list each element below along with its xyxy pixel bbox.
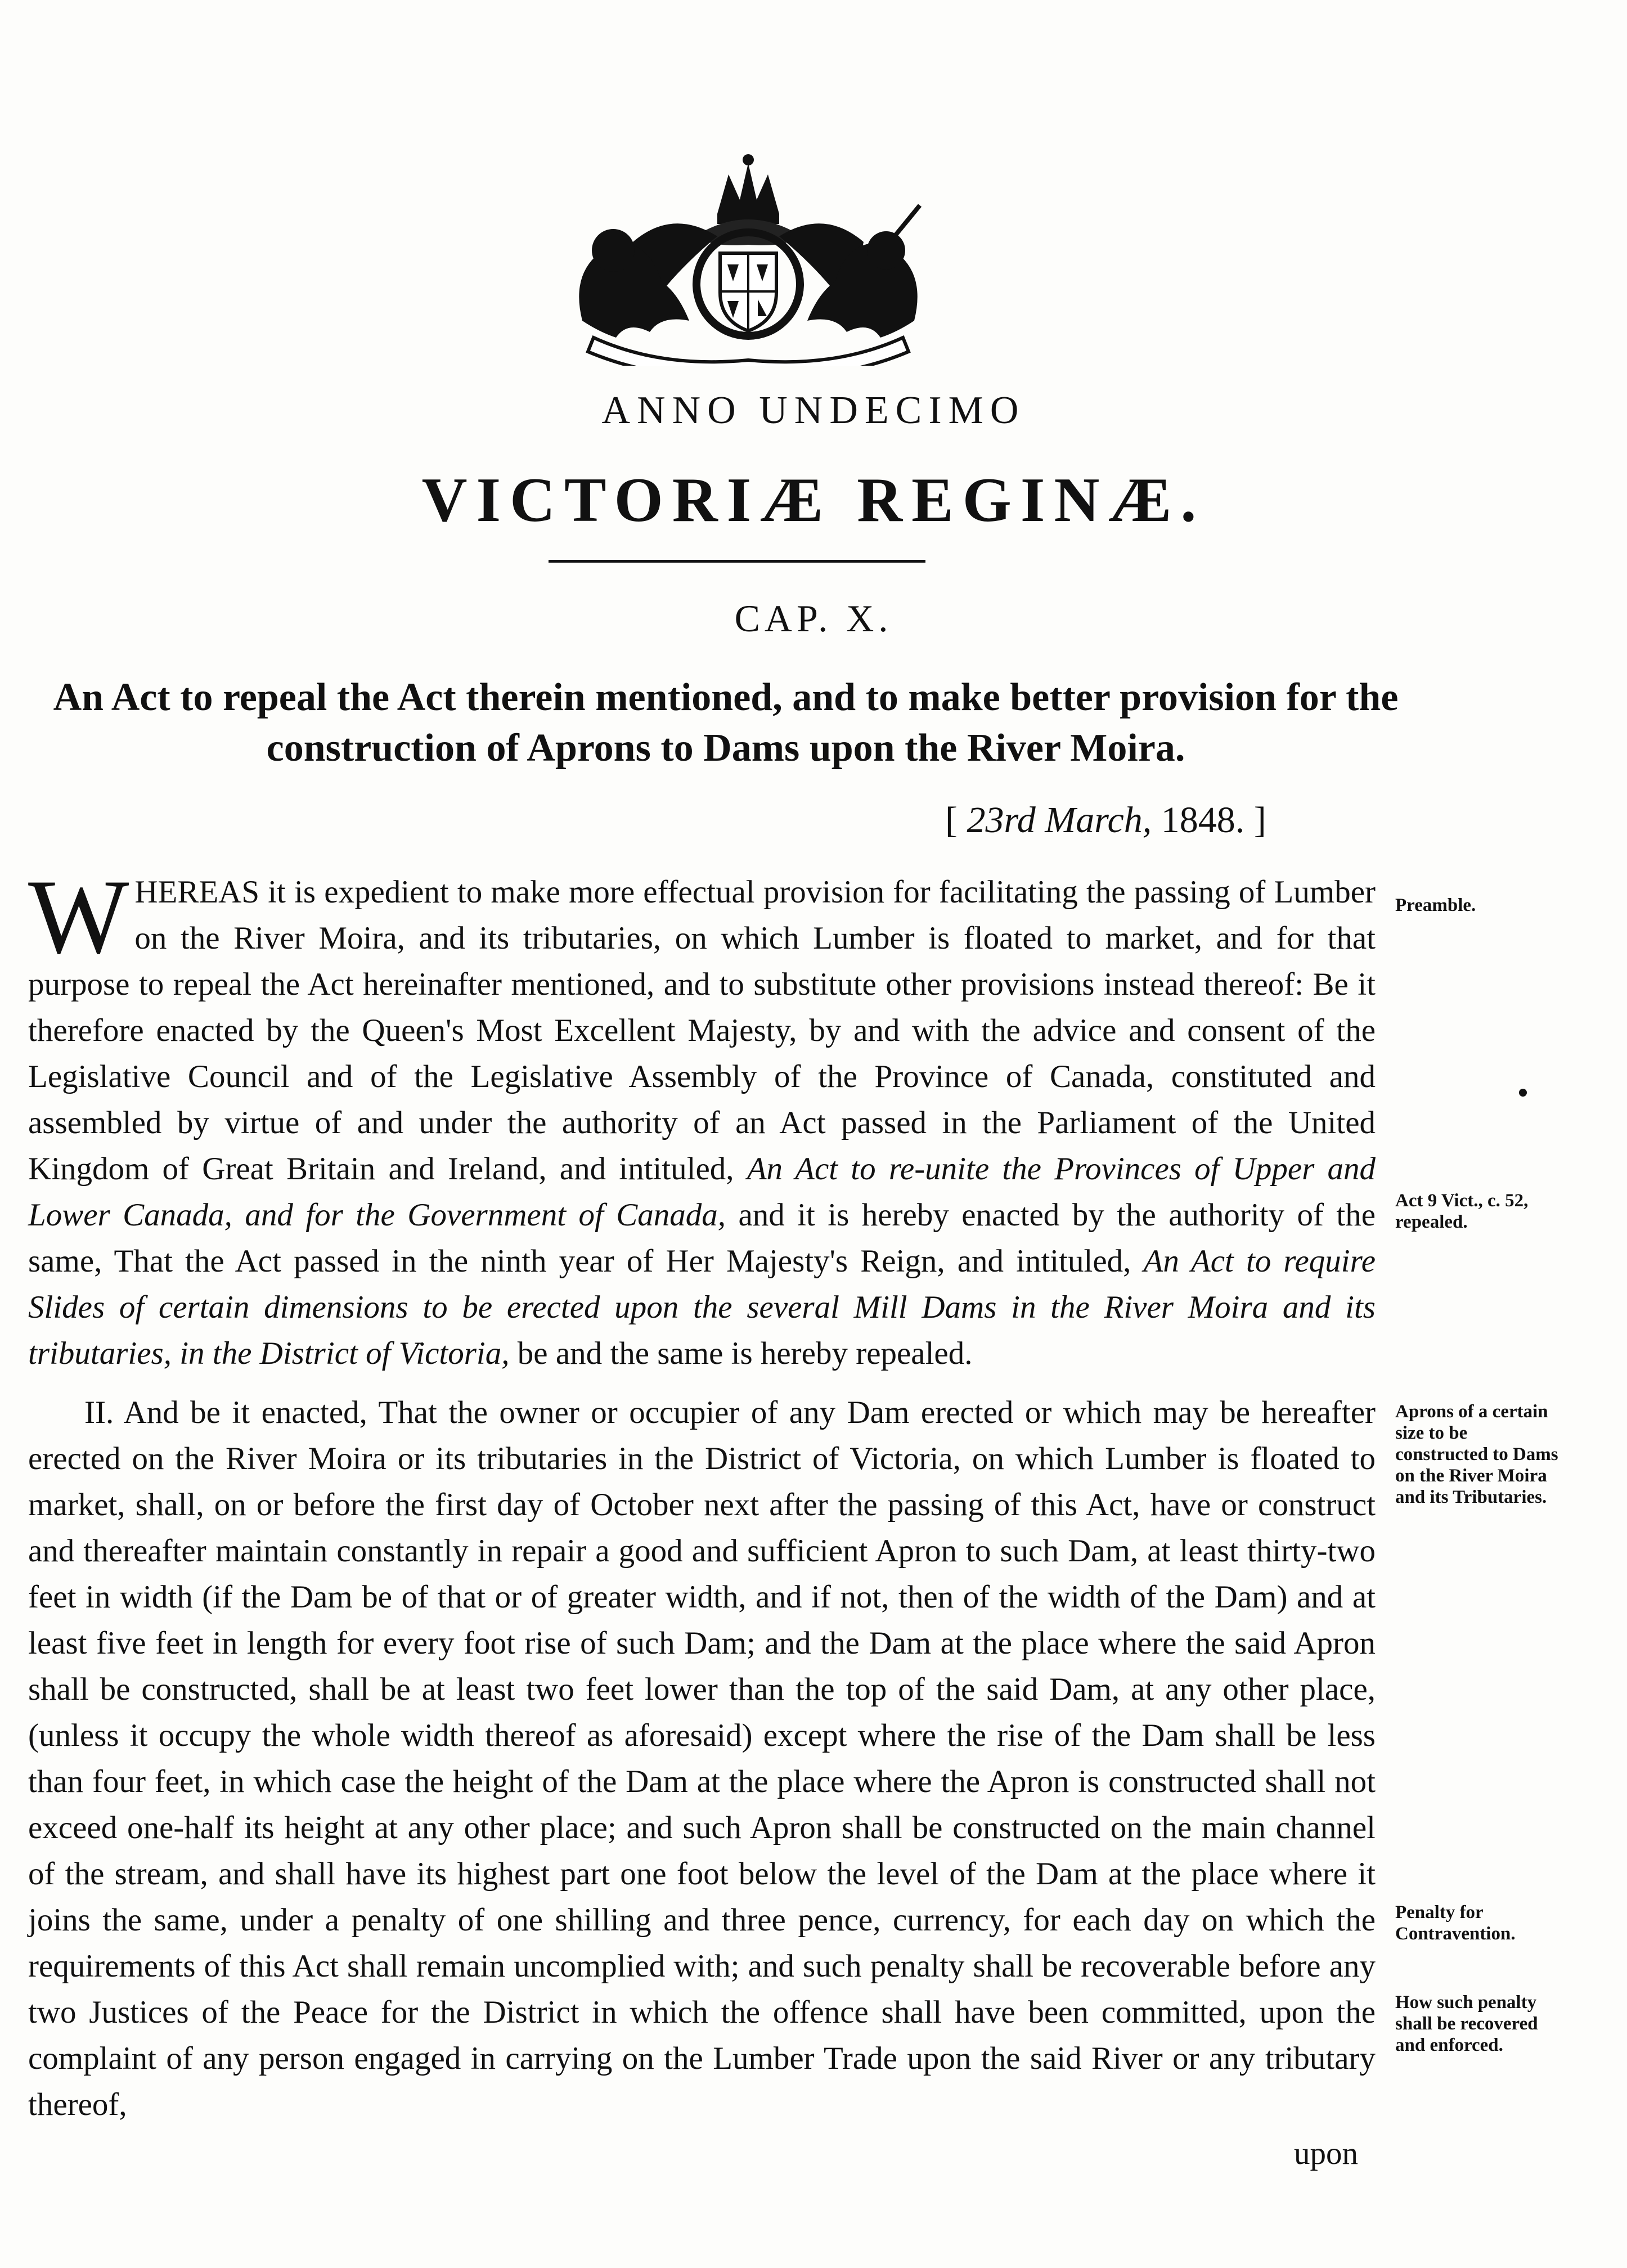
assent-date: [ 23rd March, 1848. ]	[945, 800, 1266, 841]
regnal-year: ANNO UNDECIMO	[601, 389, 1026, 432]
margin-note-aprons: Aprons of a certain size to be constructed to Dams on the River Moira and its Tributaries.	[1395, 1402, 1558, 1507]
margin-note-penalty: Penalty for Contravention.	[1395, 1902, 1516, 1944]
royal-coat-of-arms	[549, 152, 948, 366]
act-title: An Act to repeal the Act therein mentioned, and to make better provision for the construction of Aprons to Dams upon the River Moira.	[53, 676, 1399, 770]
margin-note-recovery: How such penalty shall be recovered and enforced.	[1395, 1992, 1538, 2055]
crown-icon	[717, 154, 779, 224]
margin-note-act-repealed: Act 9 Vict., c. 52, repealed.	[1395, 1191, 1529, 1232]
margin-note-preamble: Preamble.	[1395, 895, 1476, 915]
divider-rule	[549, 560, 925, 563]
preamble-paragraph: WHEREAS it is expedient to make more effectual provision for facilitating the passing of Lumber on the River Moira, and its tributaries, on which Lumber is floated to market, and for that purpose to repeal the Act hereinafter mentioned, and to substitute other provisions instead thereof: Be it therefore enacted by the Queen's Most Excellent Majesty, by and with the advice and consent of the Legislative Council and of the Legislative Assembly of the Province of Canada, constituted and assembled by virtue of and under the authority of an Act passed in the Parliament of the United Kingdom of Great Britain and Ireland, and intituled, An Act to re-unite the Provinces of Upper and Lower Canada, and for the Government of Canada, and it is hereby enacted by the authority of the same, That the Act passed in the ninth year of Her Majesty's Reign, and intituled, An Act to require Slides of certain dimensions to be erected upon the several Mill Dams in the River Moira and its tributaries, in the District of Victoria, be and the same is hereby repealed.	[28, 858, 1376, 1371]
catchword: upon	[1294, 2136, 1358, 2171]
drop-cap: W	[28, 858, 129, 976]
reign-title: VICTORIÆ REGINÆ.	[421, 465, 1206, 535]
section-2-paragraph: II. And be it enacted, That the owner or occupier of any Dam erected or which may be hereafter erected on the River Moira or its tributaries in the District of Victoria, on which Lumber is floated to market, shall, on or before the first day of October next after the passing of this Act, have or construct and thereafter maintain constantly in repair a good and sufficient Apron to such Dam, at least thirty-two feet in width (if the Dam be of that or of greater width, and if not, then of the width of the Dam) and at least five feet in length for every foot rise of such Dam; and the Dam at the place where the said Apron shall be constructed, shall be at least two feet lower than the top of the said Dam, at any other place, (unless it occupy the whole width thereof as aforesaid) except where the rise of the Dam shall be less than four feet, in which case the height of the Dam at the place where the Apron is constructed shall not exceed one-half its height at any other place; and such Apron shall be constructed on the main channel of the stream, and shall have its highest part one foot below the level of the Dam at the place where it joins the same, under a penalty of one shilling and three pence, currency, for each day on which the requirements of this Act shall remain uncomplied with; and such penalty shall be recoverable before any two Justices of the Peace for the District in which the offence shall have been committed, upon the complaint of any person engaged in carrying on the Lumber Trade upon the said River or any tributary thereof,	[28, 1395, 1376, 2122]
chapter-number: CAP. X.	[734, 597, 893, 640]
bullet-mark	[1519, 1089, 1527, 1097]
